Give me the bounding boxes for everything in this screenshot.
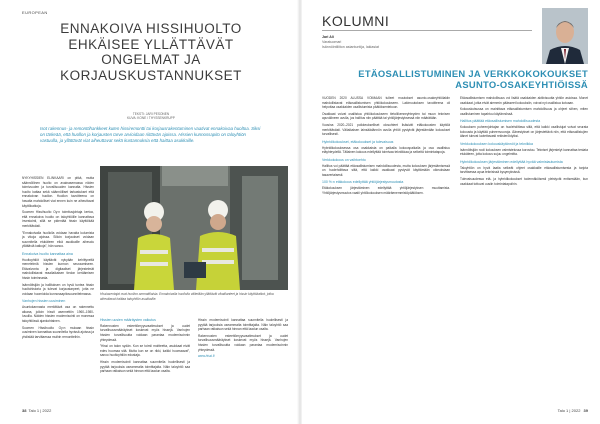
section-tag: EUROPEAN [22,10,48,15]
page-folio-right [558,408,588,413]
body-paragraph: Rakennusten esteettömyysvaatimukset ja uudet turvallisuusmääräykset koskevat myös hissejä. Vanhojen hissien turvallisuutta voidaan parantaa modernisoinnin yhteydessä. [198,333,288,352]
page-number: 39 [583,408,588,413]
publication-issue: Talo 1 | 2022 [557,408,581,413]
body-paragraph: Taloyhtiön on hyvä laatia selkeät ohjeet osakkaille etäosallistumisesta ja tarjota tarvittaessa apua teknisissä kysymyksissä. [460,165,588,175]
body-paragraph: Etäkokouksen järjestäminen edellyttää yhtiöjärjestyksen muuttamista. Yhtiöjärjestysmuutos vaatii yhtiökokouksen määräenemmistöpäätöksen. [322,186,450,195]
left-column-1 [22,176,94,406]
author-info [322,35,379,49]
photo-caption: Hissiasentajat ovat huollon ammattilaisia. Ennakoivalla huollolla vältetään yllättävät vikatilanteet ja hissin käyttökatkot, jotka aiheuttavat haittaa taloyhtiön asukkaille. [100,292,274,301]
author-photo [542,8,588,64]
body-paragraph: Suomen Hissihuolto Oy:n toimitusjohtaja kertoo, että ennakoiva huolto on taloyhtiöille kannattava investointi, sillä se pidentää hissin käyttöikää merkittävästi. [22,210,94,228]
body-paragraph: Tulevaisuudessa etä- ja hybridikokoukset todennäköisesti yleistyvät entisestään, kun osakkaat tottuvat uusiin toimintatapoihin. [460,176,588,186]
body-paragraph: Hallitus voi päättää etäosallistumisen mahdollisuudesta, mutta kokouksen järjestämisessä on huolehdittava siitä, että kaikki osakkaat pystyvät käyttämään oikeuksiaan tasavertaisesti. [322,163,450,177]
left-page [0,0,298,424]
body-paragraph: VUODEN 2020 ALUSSA VOIMAAN tulleet muutokset asunto-osakeyhtiölakiin mahdollistavat etäosallistumisen yhtiökokoukseen. Lakimuutoksen tavoitteena oli helpottaa osakkaiden osallistumista päätöksentekoon. [322,96,450,110]
body-paragraph: Hissin modernisointi kannattaa suunnitella huolellisesti ja pyytää tarjouksia useammalta toimittajalta. Näin taloyhtiö saa parhaan ratkaisun sekä hinnan että laadun osalta. [198,318,288,332]
photo-credit: KUVA: KONE / THYSSENKRUPP [127,116,175,121]
subheading: Hybridikokoukset, etäkokoukset ja tulevaisuus [322,139,394,144]
subheading: Verkkokokous on vaihtoehto [322,157,366,162]
publication-issue: Talo 1 | 2022 [28,408,52,413]
left-column-3 [198,318,288,410]
body-paragraph: Suomen Hissihuolto Oy:n mukaan hissin uusiminen kannattaa suunnitella hyvissä ajoissa ja yhdistää tarvittaessa muihin remontteihin. [22,325,94,339]
subheading: Ennakoiva huolto kannattaa aina [22,251,73,256]
right-column-1 [322,96,450,406]
column-label: KOLUMNI [322,13,390,29]
byline [40,112,262,120]
divider [322,30,532,31]
body-paragraph: Hybridikokouksessa osa osakkaista on paikalla kokouspaikalla ja osa osallistuu etäyhteydellä. Tällainen kokous edellyttää toimivaa tekniikkaa ja selkeitä toimintatapoja. [322,145,450,155]
right-column-2 [460,96,588,406]
byline-text: TEKSTI: JARI PESONEN [132,112,170,116]
subheading: Hissien uusien määräysten vaikutus [100,318,156,322]
body-paragraph: Vuosina 2020–2021 poikkeukselliset olosuhteet lisäsivät etäkokousten käyttöä merkittävästi. Väliaikaisen lainsäädännön avulla yhtiöt pystyivät järjestämään kokoukset turvallisesti. [322,122,450,137]
body-paragraph: Kokouskutsussa on mainittava etäosallistumisen mahdollisuus ja ohjeet siihen, miten osallistuminen tapahtuu käytännössä. [460,107,588,116]
article-photo [100,166,288,290]
body-paragraph: Osakkaat voivat osallistua yhtiökokoukseen tietoliikenneyhteyden tai muun teknisen apuvälineen avulla, jos hallitus niin päättää tai yhtiöjärjestyksessä niin määrätään. [322,111,450,121]
body-paragraph: Etäosallistumisen mahdollisuus voi lisätä osakkaiden aktiivisuutta yhtiön asioissa. Monet osakkaat, jotka eivät aiemmin päässeet kokouksiin, voivat nyt osallistua kotoaan. [460,96,588,105]
body-paragraph: Kokouksen puheenjohtajan on huolehdittava siitä, että kaikki osallistujat voivat seurata kokousta ja käyttää puheenvuoroja. Äänestykset on järjestettävä niin, että etäosallistujien äänet tulevat luotettavasti rekisteröidyiksi. [460,125,588,139]
right-page [302,0,600,424]
left-column-2 [100,318,190,410]
body-paragraph: Hissin modernisointi kannattaa suunnitella huolellisesti ja pyytää tarjouksia useammalta toimittajalta. Näin taloyhtiö saa parhaan ratkaisun sekä hinnan että laadun osalta. [100,359,190,374]
body-paragraph: Isännöitsijän ja hallituksen on hyvä tuntea hissin huoltohistoria ja tulevat korjaustarpeet, jotta ne voidaan huomioida kunnossapitosuunnitelmassa. [22,282,94,296]
subheading: Hallitus päättää etäosallistumisen mahdollisuudesta [460,119,541,124]
body-paragraph: Isännöitsijän rooli kokouksen valmistelussa korostuu. Tekniset järjestelyt kannattaa testata etukäteen, jotta kokous sujuu ongelmitta. [460,147,588,157]
author-name: Jari Ali [322,35,334,39]
subheading: Vanhojen hissien uusiminen [22,299,66,304]
body-paragraph: ”Hissi on talon sydän. Kun se toimii moitteetta, asukkaat eivät edes huomaa sitä. Mutta kun se on rikki, kaikki huomaavat”, sanoo huoltoyhtiön edustaja. [100,344,190,358]
subheading: 100 %:n etäkokous edellyttää yhtiöjärjestysmuutosta [322,180,404,185]
page-folio-left [22,408,51,413]
body-paragraph: Huoltoyhtiöt käyttävät nykyään kehittyneitä menetelmiä hissien kunnon seuraamiseen. Etävalvonta ja digitaaliset järjestelmät mahdollistavat reaaliaikaisen tiedon keräämisen hissin toiminnasta. [22,257,94,281]
body-paragraph: NYKYHISSIEN ELINKAARI on pitkä, mutta säännöllinen huolto on avainasemassa niiden toimivuuden ja turvallisuuden kannalta. Hissien huolto kattaa sekä säännölliset tarkastukset että ennakoivan huollon. Huollon tavoitteena on havaita mahdolliset viat ennen kuin ne aiheuttavat käyttökatkoja. [22,176,94,208]
body-paragraph: Rakennusten esteettömyysvaatimukset ja uudet turvallisuusmääräykset koskevat myös hissejä. Vanhojen hissien turvallisuutta voidaan parantaa modernisoinnin yhteydessä. [100,323,190,342]
author-portrait [542,8,588,64]
body-paragraph: Asuntokannasta merkittävä osa on rakennettu aikana, jolloin hissit asennettiin 1960–1980-luvuilla. Näiden hissien modernisointi on monessa taloyhtiössä ajankohtainen. [22,305,94,324]
subheading: Hybridikokouksen järjestäminen edellyttää hyvää valmistautumista [460,159,563,164]
author-role: Varatuomari [322,39,342,44]
elevator-technicians-image [100,166,288,290]
page-number: 38 [22,408,27,413]
column-headline: ETÄOSALLISTUMINEN JA VERKKOKOKOUKSET ASUNTO-OSAKEYHTIÖISSÄ [358,68,588,90]
body-paragraph: ”Ennakoivalla huollolla voidaan havaita kulumista ja vikoja ajoissa. Silloin korjaukset voidaan suunnitella etukäteen eikä asukkaille aiheudu yllättäviä katkoja”, hän sanoo. [22,230,94,249]
subheading: Verkkokokouksen kokouskäytännöt ja tekniikka [460,141,533,146]
article-headline: ENNAKOIVA HISSIHUOLTO EHKÄISEE YLLÄTTÄVÄT ONGELMAT JA KORJAUSKUSTANNUKSET [60,21,242,83]
author-org: Isännöintiliiton asiantuntija, lakiasiat [322,44,379,49]
lead-paragraph: Isot rakennus- ja remonttihankkeet kuten hissiremontti tai korjausrakentaminen vaativat ennakoivaa huoltoa. Siksi on tärkeää, että huollon ja korjausten tarve arvioidaan riittävän ajoissa. Hissien kunnossapito on taloyhtiön vastuulla, ja yllättävät viat aiheuttavat sekä kustannuksia että haittaa asukkaille. [40,126,261,144]
web-link: www.hissi.fi [198,354,215,359]
